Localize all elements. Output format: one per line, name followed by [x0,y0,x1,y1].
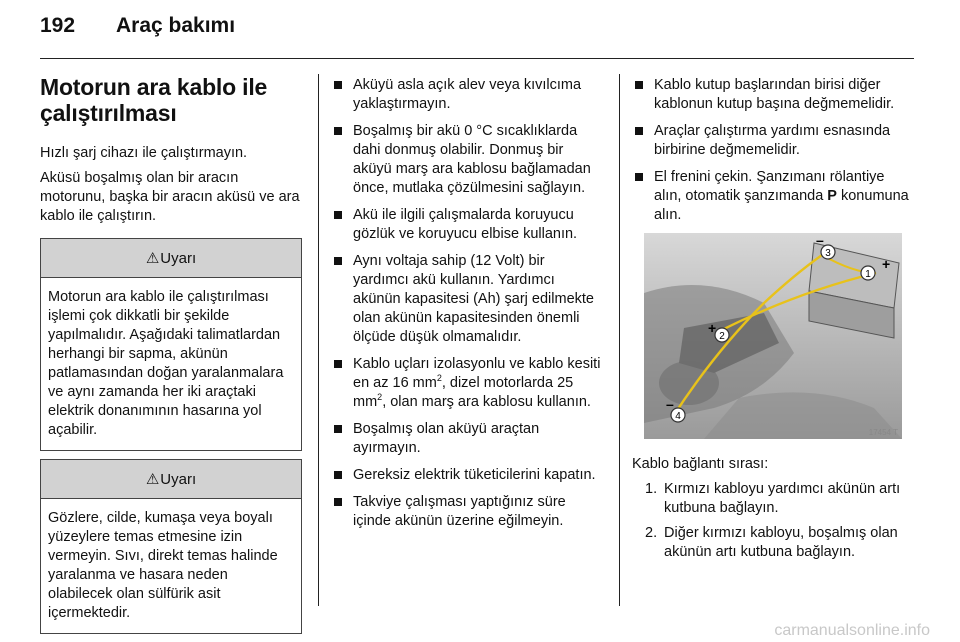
bullet-square-icon [635,81,643,89]
list-item [632,76,910,114]
marker-number: 1 [865,269,871,280]
list-item-cable-spec [331,355,603,412]
bullet-square-icon [334,360,342,368]
column-3 [632,76,910,568]
jump-start-figure [644,233,902,439]
warning-header [41,460,301,499]
list-item [331,466,603,485]
bullet-square-icon [334,471,342,479]
superscript: 2 [377,392,383,403]
list-item-text: Boşalmış olan aküyü araçtan ayırmayın. [353,421,540,456]
bullet-square-icon [334,425,342,433]
step-text: Diğer kırmızı kabloyu, boşalmış olan akünün artı kutbuna bağlayın. [664,525,898,560]
warning-box-2 [40,459,302,634]
plus-sign-donor: + [882,256,891,272]
marker-number: 3 [825,248,831,259]
section-title: Motorun ara kablo ile çalıştırılması [40,74,268,126]
text-part: El frenini çekin. Şanzımanı rölantiye alın, otomatik şanzımanda [654,169,885,204]
list-item [331,493,603,531]
column-divider-2 [619,74,620,606]
sequence-label: Kablo bağlantı sırası: [632,456,769,472]
list-item-text: Aynı voltaja sahip (12 Volt) bir yardımcı akü kullanın. Yardımcı akünün kapasitesi (Ah) şarj edilmekte olan akünün kapasitesinden önemli ölçüde düşük olmamalıdır. [353,253,594,345]
bullet-square-icon [334,257,342,265]
text-part: konumuna alın. [654,188,909,223]
plus-sign-discharged: + [708,320,717,336]
minus-sign-ground: – [666,396,674,412]
marker-2 [715,328,729,342]
paragraph-1: Hızlı şarj cihazı ile çalıştırmayın. [40,145,248,161]
bullet-square-icon [635,127,643,135]
watermark: carmanualsonline.info [774,622,930,639]
list-item [331,206,603,244]
warning-label: Uyarı [160,470,197,488]
bullet-square-icon [334,498,342,506]
marker-number: 4 [675,411,681,422]
list-item-text: Kablo kutup başlarından birisi diğer kablonun kutup başına değmemelidir. [654,77,895,112]
list-item-text: Akü ile ilgili çalışmalarda koruyucu gözlük ve koruyucu elbise kullanın. [353,207,578,242]
warning-header [41,239,301,278]
list-item [331,420,603,458]
marker-number: 2 [719,331,725,342]
warning-box-1 [40,238,302,451]
warning-triangle-icon: ⚠ [145,250,160,267]
page-header [40,14,920,46]
column-divider-1 [318,74,319,606]
bullet-square-icon [635,173,643,181]
list-item [632,122,910,160]
minus-sign-donor: – [816,233,824,248]
superscript: 2 [436,373,442,384]
warning-triangle-icon: ⚠ [145,471,160,488]
gear-position-p: P [827,188,837,204]
page-number: 192 [40,14,76,37]
chapter-title: Araç bakımı [116,14,236,37]
figure-code: 17454 T [868,428,898,437]
step-text: Kırmızı kabloyu yardımcı akünün artı kutbuna bağlayın. [664,481,901,516]
list-item-text: Aküyü asla açık alev veya kıvılcıma yaklaştırmayın. [353,77,582,112]
bullet-square-icon [334,127,342,135]
list-item [331,76,603,114]
list-item [331,252,603,347]
numbered-step [632,480,910,518]
text-part: Kablo uçları izolasyonlu ve kablo kesiti en az 16 mm [353,356,601,391]
warning-text: Motorun ara kablo ile çalıştırılması işlemi çok dikkatli bir şekilde yapılmalıdır. Aşağıdaki talimatlardan herhangi bir sapma, akünün patlamasından doğan yaralanmalara ve aynı zamanda her iki araçtaki elektrik donanımının hasarına yol açabilir. [48,289,284,438]
bullet-square-icon [334,211,342,219]
warning-text: Gözlere, cilde, kumaşa veya boyalı yüzeylere temas etmesine izin vermeyin. Sıvı, direkt temas halinde yaralanma ve hasara neden olabilecek olan sülfürik asit içermektedir. [48,510,278,621]
list-item [632,168,910,225]
list-item-text: Boşalmış bir akü 0 °C sıcaklıklarda dahi donmuş olabilir. Donmuş bir aküyü marş ara kablosu bağlamadan önce, mutlaka çözülmesini sağlayın. [353,123,591,196]
list-item-text: Araçlar çalıştırma yardımı esnasında birbirine değmemelidir. [654,123,891,158]
marker-1 [861,266,875,280]
text-part: , olan marş ara kablosu kullanın. [382,394,591,410]
list-item [331,122,603,198]
column-1 [40,74,302,634]
step-number: 1. [645,481,658,497]
engine-bay-illustration [644,233,902,439]
header-divider [40,58,914,59]
text-part: , dizel motorlarda 25 mm [353,375,574,410]
column-2 [331,76,603,539]
paragraph-2: Aküsü boşalmış olan bir aracın motorunu, başka bir aracın aküsü ve ara kablo ile çalıştırın. [40,170,300,224]
step-number: 2. [645,525,658,541]
warning-label: Uyarı [160,249,197,267]
list-item-text: Takviye çalışması yaptığınız süre içinde akünün üzerine eğilmeyin. [353,494,566,529]
numbered-step [632,524,910,562]
list-item-text: Gereksiz elektrik tüketicilerini kapatın. [353,467,596,483]
bullet-square-icon [334,81,342,89]
